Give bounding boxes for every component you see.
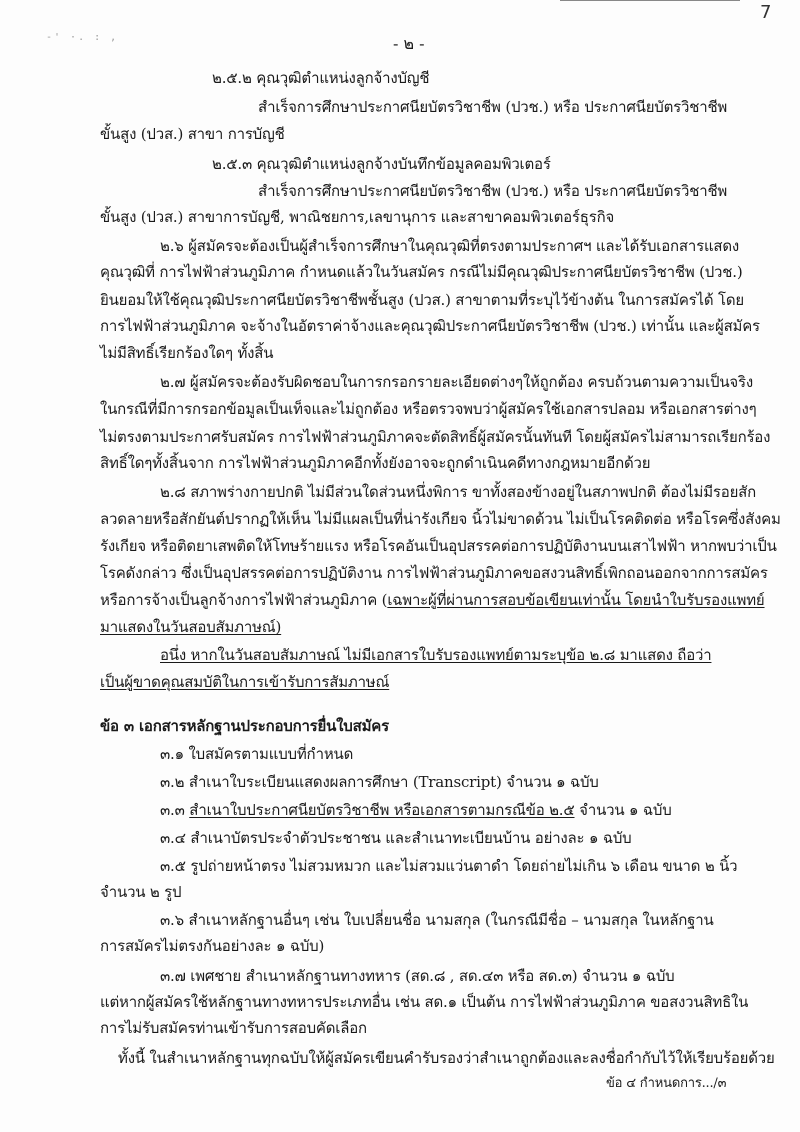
scan-edge-line (560, 0, 740, 1)
text-line: การไม่รับสมัครท่านเข้ารับการสอบคัดเลือก (100, 1019, 367, 1037)
item-3-3 (160, 800, 672, 820)
text-line: ยินยอมให้ใช้คุณวุฒิประกาศนียบัตรวิชาชีพชั้นสูง (ปวส.) สาขาตามที่ระบุไว้ข้างต้น ในการสมัครได้ โดย (100, 291, 744, 309)
text-line: ไม่ตรงตามประกาศรับสมัคร การไฟฟ้าส่วนภูมิภาคจะตัดสิทธิ์ผู้สมัครนั้นทันที โดยผู้สมัครไม่สามารถเรียกร้อง (100, 428, 771, 446)
text-line: แต่หากผู้สมัครใช้หลักฐานทางทหารประเภทอื่น เช่น สด.๑ เป็นต้น การไฟฟ้าส่วนภูมิภาค ขอสงวนสิทธิใน (100, 993, 749, 1011)
text-line: ในกรณีที่มีการกรอกข้อมูลเป็นเท็จและไม่ถูกต้อง หรือตรวจพบว่าผู้สมัครใช้เอกสารปลอม หรือเอกสารต่างๆ (100, 400, 757, 418)
item-3-6: ๓.๖ สำเนาหลักฐานอื่นๆ เช่น ใบเปลี่ยนชื่อ นามสกุล (ในกรณีมีชื่อ – นามสกุล ในหลักฐาน (160, 911, 714, 929)
text-line: การไฟฟ้าส่วนภูมิภาค จะจ้างในอัตราค่าจ้างและคุณวุฒิประกาศนียบัตรวิชาชีพ (ปวช.) เท่านั้น และผู้สมัคร (100, 317, 760, 335)
underlined-note: มาแสดงในวันสอบสัมภาษณ์) (100, 618, 282, 636)
section-3-heading: ข้อ ๓ เอกสารหลักฐานประกอบการยื่นใบสมัคร (100, 717, 389, 735)
text-segment: จำนวน ๑ ฉบับ (574, 801, 672, 819)
handwritten-corner-mark: 7 (760, 2, 772, 23)
closing-note: ทั้งนี้ ในสำเนาหลักฐานทุกฉบับให้ผู้สมัครเขียนคำรับรองว่าสำเนาถูกต้องและลงชื่อกำกับไว้ให้เรียบร้อยด้วย (118, 1049, 775, 1067)
item-3-4: ๓.๔ สำเนาบัตรประจำตัวประชาชน และสำเนาทะเบียนบ้าน อย่างละ ๑ ฉบับ (160, 829, 632, 847)
underlined-item: สำเนาใบประกาศนียบัตรวิชาชีพ หรือเอกสารตามกรณีข้อ ๒.๕ (189, 801, 575, 819)
text-line: คุณวุฒิที่ การไฟฟ้าส่วนภูมิภาค กำหนดแล้วในวันสมัคร กรณีไม่มีคุณวุฒิประกาศนียบัตรวิชาชีพ (ปวช.) (100, 263, 743, 281)
text-line: ขั้นสูง (ปวส.) สาขา การบัญชี (100, 125, 285, 143)
text-line: สิทธิ์ใดๆทั้งสิ้นจาก การไฟฟ้าส่วนภูมิภาคอีกทั้งยังอาจจะถูกดำเนินคดีทางกฎหมายอีกด้วย (100, 454, 651, 472)
text-line: การสมัครไม่ตรงกันอย่างละ ๑ ฉบับ) (100, 937, 325, 955)
item-3-1: ๓.๑ ใบสมัครตามแบบที่กำหนด (160, 745, 354, 763)
page-number: - ๒ - (393, 34, 425, 53)
text-line: จำนวน ๒ รูป (100, 883, 182, 901)
item-3-2: ๓.๒ สำเนาใบระเบียนแสดงผลการศึกษา (Transcript) จำนวน ๑ ฉบับ (160, 773, 599, 791)
continuation-marker: ข้อ ๔ กำหนดการ.../๓ (606, 1076, 727, 1091)
text-line: สำเร็จการศึกษาประกาศนียบัตรวิชาชีพ (ปวช.) หรือ ประกาศนียบัตรวิชาชีพ (258, 98, 728, 116)
text-line: ลวดลายหรือสักยันต์ปรากฏให้เห็น ไม่มีแผลเป็นที่น่ารังเกียจ นิ้วไม่ขาดด้วน ไม่เป็นโรคติดต่อ หรือโรคซึ่งสังคม (100, 510, 781, 528)
underlined-note: เฉพาะผู้ที่ผ่านการสอบข้อเขียนเท่านั้น โดยนำใบรับรองแพทย์ (387, 591, 765, 609)
text-segment: หรือการจ้างเป็นลูกจ้างการไฟฟ้าส่วนภูมิภาค ( (100, 591, 388, 609)
clause-2-6: ๒.๖ ผู้สมัครจะต้องเป็นผู้สำเร็จการศึกษาในคุณวุฒิที่ตรงตามประกาศฯ และได้รับเอกสารแสดง (160, 237, 740, 255)
text-line: สำเร็จการศึกษาประกาศนียบัตรวิชาชีพ (ปวช.) หรือ ประกาศนียบัตรวิชาชีพ (258, 182, 728, 200)
underlined-notice: เป็นผู้ขาดคุณสมบัติในการเข้ารับการสัมภาษณ์ (100, 673, 390, 691)
scan-artifact: -' ·. : , (46, 32, 119, 43)
heading-2-5-3: ๒.๕.๓ คุณวุฒิตำแหน่งลูกจ้างบันทึกข้อมูลคอมพิวเตอร์ (212, 155, 551, 173)
text-line: โรคดังกล่าว ซึ่งเป็นอุปสรรคต่อการปฏิบัติงาน การไฟฟ้าส่วนภูมิภาคขอสงวนสิทธิ์เพิกถอนออกจากการสมัคร (100, 564, 768, 582)
text-line: ขั้นสูง (ปวส.) สาขาการบัญชี, พาณิชยการ,เลขานุการ และสาขาคอมพิวเตอร์ธุรกิจ (100, 208, 615, 226)
text-line: รังเกียจ หรือติดยาเสพติดให้โทษร้ายแรง หรือโรคอันเป็นอุปสรรคต่อการปฏิบัติงานบนเสาไฟฟ้า หากพบว่าเป็น (100, 537, 777, 555)
item-number: ๓.๓ (160, 801, 190, 819)
item-3-7: ๓.๗ เพศชาย สำเนาหลักฐานทางทหาร (สด.๘ , สด.๔๓ หรือ สด.๓) จำนวน ๑ ฉบับ (160, 967, 675, 985)
text-line (100, 590, 765, 610)
underlined-notice: อนึ่ง หากในวันสอบสัมภาษณ์ ไม่มีเอกสารใบรับรองแพทย์ตามระบุข้อ ๒.๘ มาแสดง ถือว่า (160, 646, 712, 664)
heading-2-5-2: ๒.๕.๒ คุณวุฒิตำแหน่งลูกจ้างบัญชี (212, 69, 430, 87)
item-3-5: ๓.๕ รูปถ่ายหน้าตรง ไม่สวมหมวก และไม่สวมแว่นตาดำ โดยถ่ายไม่เกิน ๖ เดือน ขนาด ๒ นิ้ว (160, 857, 738, 875)
text-line: ไม่มีสิทธิ์เรียกร้องใดๆ ทั้งสิ้น (100, 344, 274, 362)
clause-2-7: ๒.๗ ผู้สมัครจะต้องรับผิดชอบในการกรอกรายละเอียดต่างๆให้ถูกต้อง ครบถ้วนตามความเป็นจริง (160, 373, 753, 391)
clause-2-8: ๒.๘ สภาพร่างกายปกติ ไม่มีส่วนใดส่วนหนึ่งพิการ ขาทั้งสองข้างอยู่ในสภาพปกติ ต้องไม่มีรอยสัก (160, 483, 756, 501)
